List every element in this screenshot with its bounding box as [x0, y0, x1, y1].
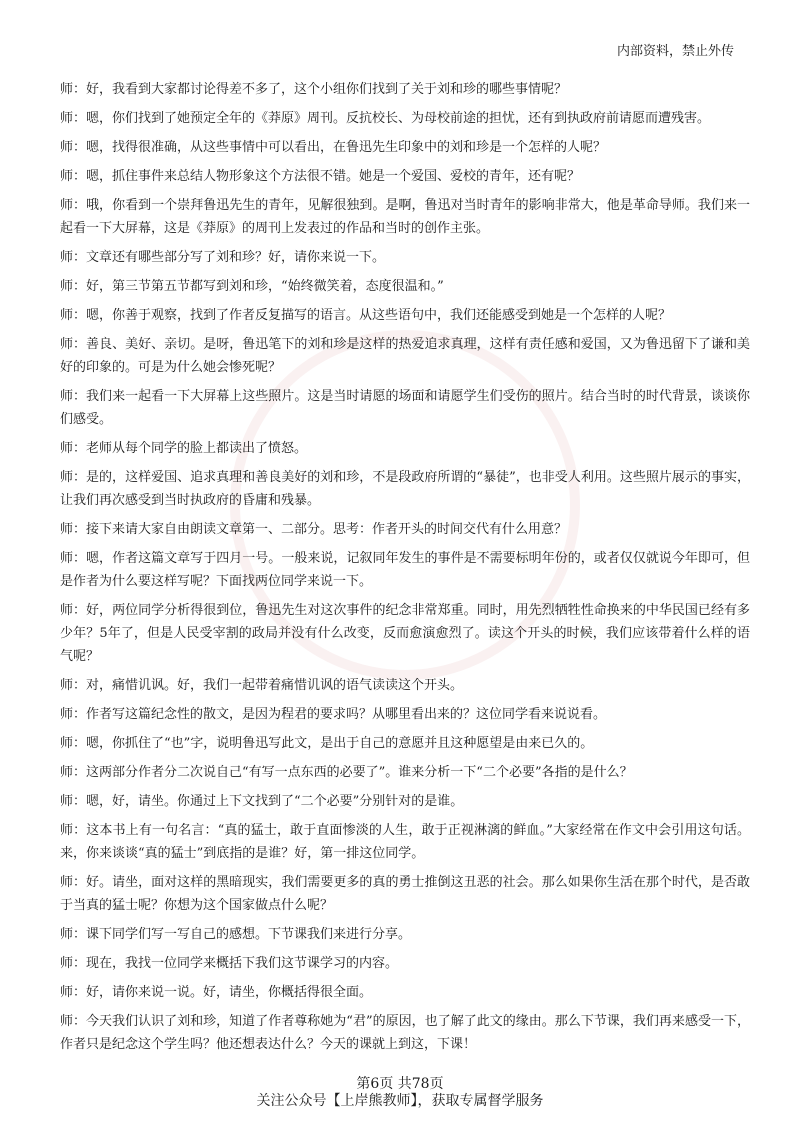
dialogue-paragraph: 师：今天我们认识了刘和珍，知道了作者尊称她为“君”的原因，也了解了此文的缘由。那么下节课，我们再来感受一下，作者只是纪念这个学生吗？他还想表达什么？今天的课就上到这，下课！	[60, 1014, 750, 1052]
dialogue-paragraph: 师：善良、美好、亲切。是呀，鲁迅笔下的刘和珍是这样的热爱追求真理，这样有责任感和爱国，又为鲁迅留下了谦和美好的印象的。可是为什么她会惨死呢？	[60, 337, 750, 375]
dialogue-paragraph: 师：嗯，你善于观察，找到了作者反复描写的语言。从这些语句中，我们还能感受到她是一个怎样的人呢？	[60, 308, 672, 323]
dialogue-paragraph: 师：文章还有哪些部分写了刘和珍？好，请你来说一下。	[60, 250, 386, 265]
dialogue-paragraph: 师：嗯，你抓住了“也”字，说明鲁迅写此文，是出于自己的意愿并且这种愿望是由来已久的。	[60, 736, 594, 751]
dialogue-paragraph: 师：老师从每个同学的脸上都读出了愤怒。	[60, 441, 308, 456]
dialogue-paragraph: 师：现在，我找一位同学来概括下我们这节课学习的内容。	[60, 956, 399, 971]
dialogue-paragraph: 师：作者写这篇纪念性的散文，是因为程君的要求吗？从哪里看出来的？这位同学看来说说看。	[60, 707, 607, 722]
dialogue-paragraph: 师：嗯，作者这篇文章写于四月一号。一般来说，记叙同年发生的事件是不需要标明年份的，或者仅仅就说今年即可，但是作者为什么要这样写呢？下面找两位同学来说一下。	[60, 551, 750, 589]
dialogue-paragraph: 师：这本书上有一句名言：“真的猛士，敢于直面惨淡的人生，敢于正视淋漓的鲜血。”大家经常在作文中会引用这句话。来，你来谈谈“真的猛士”到底指的是谁？好，第一排这位同学。	[60, 823, 750, 861]
footer-promo-text: 关注公众号【上岸熊教师】，获取专属督学服务	[256, 1093, 544, 1109]
dialogue-paragraph: 师：好，两位同学分析得很到位，鲁迅先生对这次事件的纪念非常郑重。同时，用先烈牺牲性命换来的中华民国已经有多少年？5年了，但是人民受宰割的政局并没有什么改变，反而愈演愈烈了。读这个开头的时候，我们应该带着什么样的语气呢？	[60, 603, 750, 664]
dialogue-paragraph: 师：好，我看到大家都讨论得差不多了，这个小组你们找到了关于刘和珍的哪些事情呢？	[60, 82, 568, 97]
dialogue-paragraph: 师：我们来一起看一下大屏幕上这些照片。这是当时请愿的场面和请愿学生们受伤的照片。结合当时的时代背景，谈谈你们感受。	[60, 389, 750, 427]
document-body	[60, 78, 750, 1062]
dialogue-paragraph: 师：好，请你来说一说。好，请坐，你概括得很全面。	[60, 985, 373, 1000]
dialogue-paragraph: 师：好。请坐，面对这样的黑暗现实，我们需要更多的真的勇士推倒这丑恶的社会。那么如果你生活在那个时代，是否敢于当真的猛士呢？你想为这个国家做点什么呢？	[60, 875, 750, 913]
dialogue-paragraph: 师：这两部分作者分二次说自己“有写一点东西的必要了”。谁来分析一下“二个必要”各指的是什么？	[60, 765, 633, 780]
dialogue-paragraph: 师：嗯，找得很准确，从这些事情中可以看出，在鲁迅先生印象中的刘和珍是一个怎样的人呢？	[60, 140, 607, 155]
header-confidential-note: 内部资料，禁止外传	[616, 44, 734, 59]
dialogue-paragraph: 师：嗯，你们找到了她预定全年的《莽原》周刊。反抗校长、为母校前途的担忧，还有到执政府前请愿而遭残害。	[60, 111, 711, 126]
dialogue-paragraph: 师：是的，这样爱国、追求真理和善良美好的刘和珍，不是段政府所谓的“暴徒”，也非受人利用。这些照片展示的事实，让我们再次感受到当时执政府的昏庸和残暴。	[60, 470, 750, 508]
dialogue-paragraph: 师：对，痛惜讥讽。好，我们一起带着痛惜讥讽的语气读读这个开头。	[60, 678, 464, 693]
page-indicator: 第6页 共78页	[356, 1076, 444, 1092]
dialogue-paragraph: 师：嗯，好，请坐。你通过上下文找到了“二个必要”分别针对的是谁。	[60, 794, 464, 809]
dialogue-paragraph: 师：接下来请大家自由朗读文章第一、二部分。思考：作者开头的时间交代有什么用意？	[60, 522, 568, 537]
dialogue-paragraph: 师：嗯，抓住事件来总结人物形象这个方法很不错。她是一个爱国、爱校的青年，还有呢？	[60, 169, 581, 184]
dialogue-paragraph: 师：好，第三节第五节都写到刘和珍，“始终微笑着，态度很温和。”	[60, 279, 444, 294]
dialogue-paragraph: 师：课下同学们写一写自己的感想。下节课我们来进行分享。	[60, 927, 412, 942]
dialogue-paragraph: 师：哦，你看到一个崇拜鲁迅先生的青年，见解很独到。是啊，鲁迅对当时青年的影响非常大，他是革命导师。我们来一起看一下大屏幕，这是《莽原》的周刊上发表过的作品和当时的创作主张。	[60, 198, 750, 236]
